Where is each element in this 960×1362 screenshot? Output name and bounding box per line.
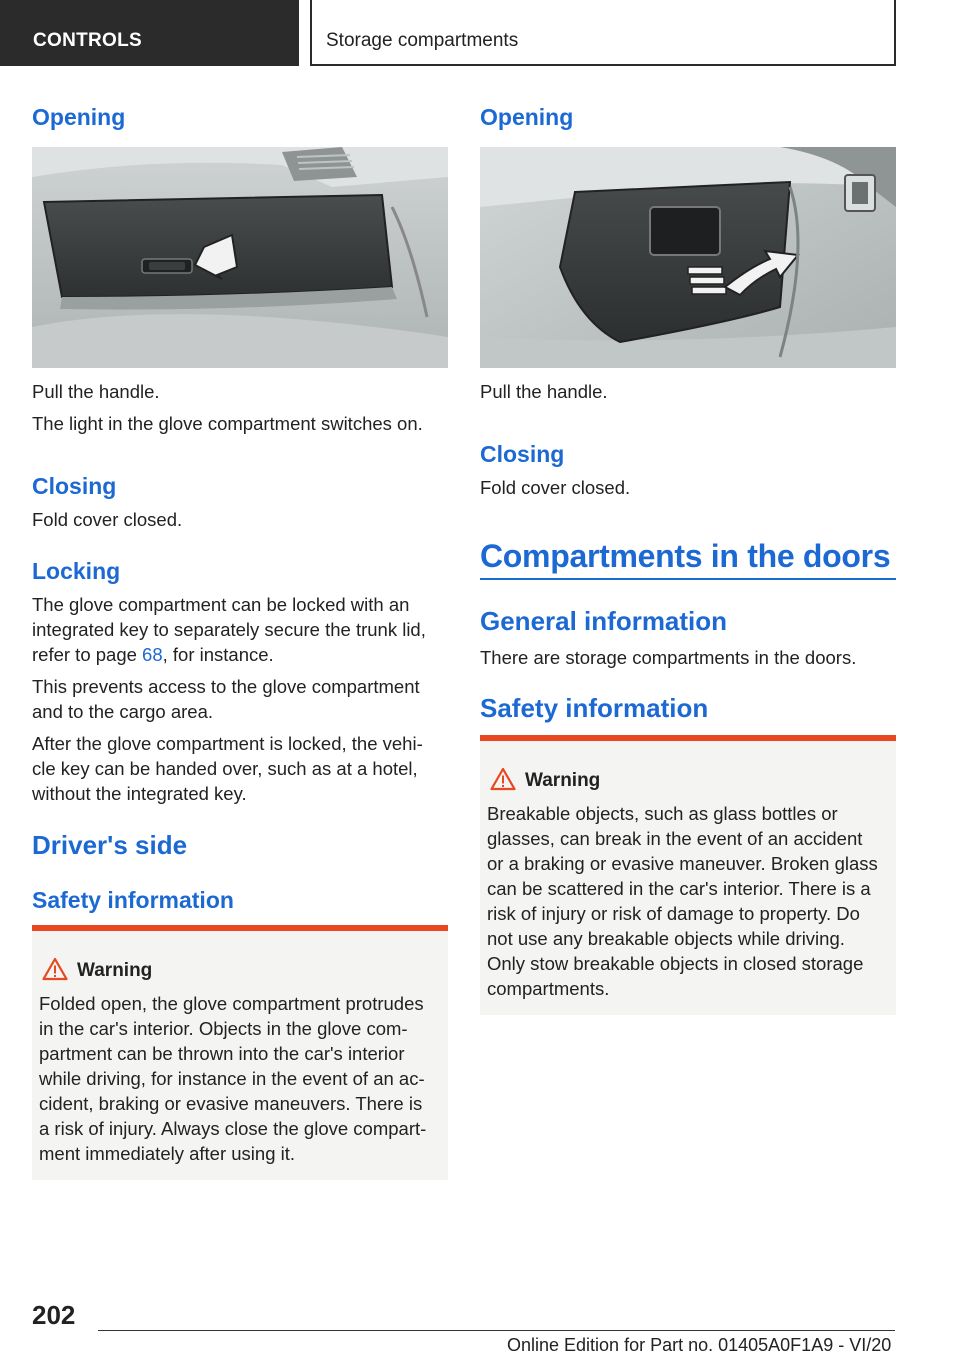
drivers-side-compartment-illustration: [480, 147, 896, 368]
locking-line-1: The glove compartment can be locked with an: [32, 594, 410, 615]
doors-heading: Compartments in the doors: [480, 538, 891, 574]
left-warning-box: [32, 925, 448, 1180]
right-warning-line: not use any breakable objects while driving.: [487, 928, 845, 949]
right-opening-heading: Opening: [480, 104, 574, 130]
right-closing-heading: Closing: [480, 441, 565, 467]
left-warning-title: Warning: [77, 960, 153, 981]
opening-heading: Opening: [32, 104, 126, 130]
general-information-heading: General information: [480, 606, 728, 636]
right-pull-text: Pull the handle.: [480, 381, 608, 402]
left-warning-line: cident, braking or evasive maneuvers. There is: [39, 1093, 423, 1114]
header-topic-label: Storage compartments: [326, 30, 519, 51]
locking-line-3-post: , for instance.: [162, 644, 274, 665]
right-warning-line: risk of injury or risk of damage to property. Do: [487, 903, 860, 924]
right-warning-line: or a braking or evasive maneuver. Broken glass: [487, 853, 878, 874]
glove-compartment-drawing: [32, 147, 448, 368]
drivers-side-heading: Driver's side: [32, 830, 188, 860]
general-information-text: There are storage compartments in the doors.: [480, 647, 857, 668]
prevents-line-2: and to the cargo area.: [32, 701, 214, 722]
left-warning-line: partment can be thrown into the car's interior: [39, 1043, 405, 1064]
left-warning-line: ment immediately after using it.: [39, 1143, 296, 1164]
drivers-side-compartment-drawing: [480, 147, 896, 368]
header-section-label: CONTROLS: [33, 30, 143, 51]
header-section-tab: [0, 0, 299, 66]
locking-paragraph: [32, 592, 426, 667]
locking-line-3: [32, 642, 426, 667]
locking-line-3-pre: refer to page: [32, 644, 143, 665]
left-safety-heading: Safety information: [32, 887, 234, 913]
glove-compartment-illustration: [32, 147, 448, 368]
page-number: 202: [32, 1300, 76, 1330]
left-warning-line: a risk of injury. Always close the glove compart-: [39, 1118, 427, 1139]
page-68-link[interactable]: 68: [142, 644, 163, 665]
footer-edition: Online Edition for Part no. 01405A0F1A9 - VI/20: [507, 1335, 892, 1355]
left-warning-line: while driving, for instance in the event of an ac-: [39, 1068, 425, 1089]
after-lock-paragraph: [32, 731, 423, 806]
right-safety-heading: Safety information: [480, 693, 709, 723]
locking-line-2: integrated key to separately secure the trunk lid,: [32, 619, 426, 640]
right-warning-line: Only stow breakable objects in closed storage: [487, 953, 864, 974]
left-closing-heading: Closing: [32, 473, 117, 499]
after-line-2: cle key can be handed over, such as at a hotel,: [32, 758, 418, 779]
right-warning-line: glasses, can break in the event of an accident: [487, 828, 863, 849]
prevents-line-1: This prevents access to the glove compartment: [32, 676, 420, 697]
right-closing-text: Fold cover closed.: [480, 477, 631, 498]
right-warning-title: Warning: [525, 770, 601, 791]
footer-rule: [98, 1330, 895, 1331]
left-warning-text: [39, 991, 443, 1166]
after-line-1: After the glove compartment is locked, the vehi-: [32, 733, 423, 754]
warning-triangle-icon: [490, 767, 516, 791]
header-topic-tab: [310, 0, 896, 66]
left-warning-line: in the car's interior. Objects in the glove com-: [39, 1018, 408, 1039]
right-warning-line: compartments.: [487, 978, 610, 999]
light-text: The light in the glove compartment switches on.: [32, 413, 423, 434]
right-warning-line: Breakable objects, such as glass bottles or: [487, 803, 838, 824]
doors-heading-rule: [480, 578, 896, 580]
warning-triangle-icon: [42, 957, 68, 981]
right-warning-text: [487, 801, 891, 1001]
locking-heading: Locking: [32, 558, 121, 584]
left-pull-text: Pull the handle.: [32, 381, 160, 402]
right-warning-box: [480, 735, 896, 1015]
left-closing-text: Fold cover closed.: [32, 509, 183, 530]
after-line-3: without the integrated key.: [32, 783, 247, 804]
left-warning-line: Folded open, the glove compartment protrudes: [39, 993, 424, 1014]
prevents-paragraph: [32, 674, 420, 724]
right-warning-line: can be scattered in the car's interior. There is a: [487, 878, 871, 899]
